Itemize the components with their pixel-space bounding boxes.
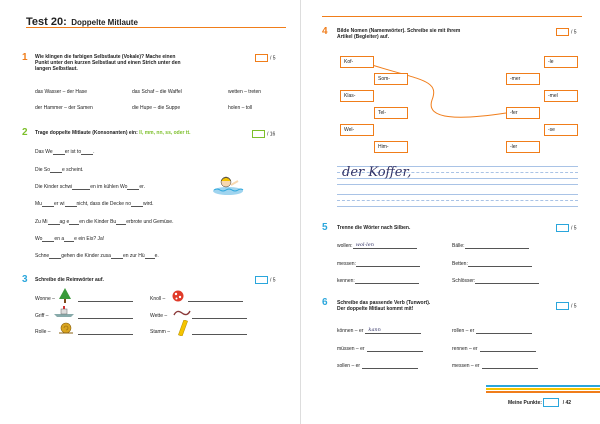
rhyme-item: Wonne – bbox=[35, 296, 55, 302]
footer-stripe-yellow bbox=[486, 388, 600, 390]
section-1-score[interactable]: / 5 bbox=[255, 54, 276, 62]
footer-stripe-orange bbox=[486, 391, 600, 393]
answer-line[interactable] bbox=[188, 296, 243, 302]
writing-line[interactable] bbox=[337, 194, 578, 195]
section-6-score[interactable]: / 5 bbox=[556, 302, 577, 310]
test-number: Test 20: bbox=[26, 16, 67, 28]
rhyme-item: Rolle – bbox=[35, 329, 51, 335]
rhyme-item: Wette – bbox=[150, 313, 168, 319]
score-box[interactable] bbox=[556, 224, 569, 232]
writing-line bbox=[337, 200, 578, 201]
fill-sentence: Die Kinder schwi en im kühlen Wo er. bbox=[35, 184, 145, 190]
verb-item: rollen – er bbox=[452, 328, 532, 334]
syllable-box[interactable]: Tel- bbox=[374, 107, 408, 119]
score-box[interactable] bbox=[255, 276, 268, 284]
fill-sentence: Zu Mi ag e en die Kinder Bu erbrote und Gemüse. bbox=[35, 219, 174, 225]
ruler-icon bbox=[177, 320, 189, 336]
syllable-box[interactable]: -mel bbox=[544, 90, 578, 102]
answer-line[interactable] bbox=[192, 329, 247, 335]
ball-icon bbox=[172, 290, 184, 302]
syllable-item: Betten: bbox=[452, 261, 532, 267]
rhyme-item: Griff – bbox=[35, 313, 49, 319]
answer-line[interactable] bbox=[78, 313, 133, 319]
syllable-box[interactable]: -fer bbox=[506, 107, 540, 119]
fill-sentence: Schne gehen die Kinder zusa en zur Hü e. bbox=[35, 253, 159, 259]
section-4-instruction: Bilde Nomen (Namenwörter). Schreibe sie mit ihrem Artikel (Begleiter) auf. bbox=[337, 28, 461, 40]
writing-line bbox=[337, 206, 578, 207]
section-2-instruction: Trage doppelte Mitlaute (Konsonanten) ein: ll, mm, nn, ss, oder tt. bbox=[35, 130, 191, 136]
fill-sentence: Die So e scheint. bbox=[35, 167, 84, 173]
section-5-number: 5 bbox=[322, 222, 328, 233]
answer-line[interactable] bbox=[78, 329, 133, 335]
fill-sentence: Das We er ist to . bbox=[35, 149, 95, 155]
score-box[interactable] bbox=[252, 130, 265, 138]
section-1-number: 1 bbox=[22, 52, 28, 63]
syllable-box[interactable]: -le bbox=[544, 56, 578, 68]
tree-icon bbox=[58, 288, 72, 304]
syllable-item: Bälle: bbox=[452, 243, 529, 249]
answer-line[interactable] bbox=[192, 313, 247, 319]
footer-stripe-blue bbox=[486, 385, 600, 387]
section-2-number: 2 bbox=[22, 127, 28, 138]
section-4-number: 4 bbox=[322, 26, 328, 37]
fill-sentence: Wo en a e ein Eis? Ja! bbox=[35, 236, 105, 242]
syllable-box[interactable]: -ler bbox=[506, 141, 540, 153]
section-3-score[interactable]: / 5 bbox=[255, 276, 276, 284]
syllable-box[interactable]: Klas- bbox=[340, 90, 374, 102]
swimmer-illustration bbox=[212, 172, 244, 196]
writing-line bbox=[337, 184, 578, 185]
verb-item: sollen – er bbox=[337, 363, 418, 369]
syllable-box[interactable]: -mer bbox=[506, 73, 540, 85]
handwritten-example: der Koffer, bbox=[342, 165, 412, 180]
syllable-item: Schlösser: bbox=[452, 278, 539, 284]
verb-item: messen – er bbox=[452, 363, 538, 369]
syllable-item: wollen: wol-len bbox=[337, 243, 417, 249]
section-5-instruction: Trenne die Wörter nach Silben. bbox=[337, 225, 411, 231]
section-5-score[interactable]: / 5 bbox=[556, 224, 577, 232]
syllable-box[interactable]: Him- bbox=[374, 141, 408, 153]
total-score-box[interactable] bbox=[543, 398, 559, 407]
syllable-box[interactable]: Wel- bbox=[340, 124, 374, 136]
section-1-instruction: Wie klingen die farbigen Selbstlaute (Vokale)? Mache einen Punkt unter den kurzen Selbstlaut und einen Strich unter den langen Selbstlaut. bbox=[35, 54, 181, 72]
answer-line[interactable] bbox=[78, 296, 133, 302]
ship-icon bbox=[53, 306, 75, 318]
verb-item: können – er kann bbox=[337, 328, 421, 334]
score-box[interactable] bbox=[556, 302, 569, 310]
syllable-item: messen: bbox=[337, 261, 420, 267]
header-rule bbox=[26, 27, 286, 28]
total-score: Meine Punkte: / 42 bbox=[508, 399, 572, 406]
syllable-box[interactable]: Kof- bbox=[340, 56, 374, 68]
top-right-rule bbox=[322, 16, 582, 17]
section-6-instruction: Schreibe das passende Verb (Tunwort). Der doppelte Mitlaut kommt mit! bbox=[337, 300, 431, 312]
rhyme-item: Knoll – bbox=[150, 296, 166, 302]
snail-icon bbox=[58, 321, 74, 335]
verb-item: rennen – er bbox=[452, 346, 536, 352]
section-6-number: 6 bbox=[322, 297, 328, 308]
syllable-box[interactable]: Som- bbox=[374, 73, 408, 85]
section-2-score[interactable]: / 16 bbox=[252, 130, 275, 138]
fill-sentence: Mu er wi nicht, dass die Decke no wird. bbox=[35, 201, 154, 207]
section-3-instruction: Schreibe die Reimwörter auf. bbox=[35, 277, 104, 283]
chain-icon bbox=[172, 307, 192, 319]
syllable-item: kennen: bbox=[337, 278, 419, 284]
verb-item: müssen – er bbox=[337, 346, 423, 352]
section-4-score[interactable]: / 5 bbox=[556, 28, 577, 36]
rhyme-item: Stamm – bbox=[150, 329, 171, 335]
score-box[interactable] bbox=[255, 54, 268, 62]
section-3-number: 3 bbox=[22, 274, 28, 285]
score-box[interactable] bbox=[556, 28, 569, 36]
syllable-box[interactable]: -se bbox=[544, 124, 578, 136]
test-topic: Doppelte Mitlaute bbox=[71, 18, 138, 27]
